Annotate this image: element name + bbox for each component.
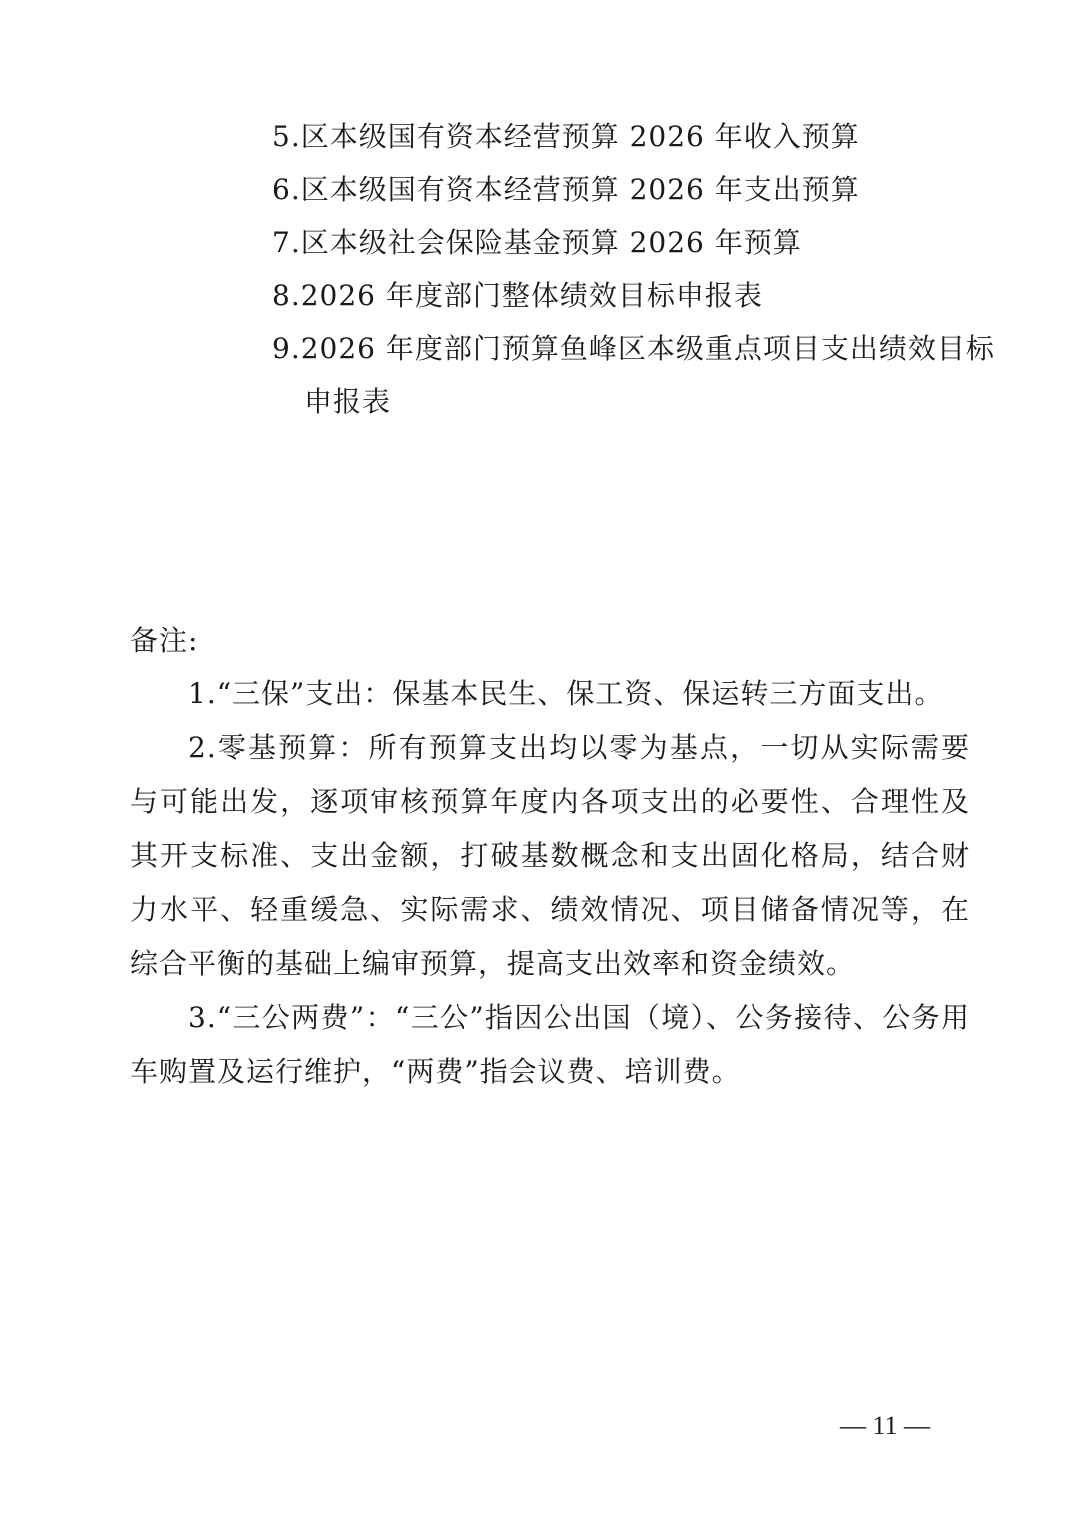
list-item: 5.区本级国有资本经营预算 2026 年收入预算 — [272, 120, 860, 153]
list-item: 8.2026 年度部门整体绩效目标申报表 — [272, 279, 763, 312]
list-item: 7.区本级社会保险基金预算 2026 年预算 — [272, 226, 802, 259]
attachment-list — [272, 110, 995, 428]
notes-heading: 备注: — [130, 624, 199, 657]
note-paragraph: 2.零基预算：所有预算支出均以零为基点，一切从实际需要与可能出发，逐项审核预算年度内各项支出的必要性、合理性及其开支标准、支出金额，打破基数概念和支出固化格局，结合财力水平、轻重缓急、实际需求、绩效情况、项目储备情况等，在综合平衡的基础上编审预算，提高支出效率和资金绩效。 — [130, 731, 970, 980]
list-item: 9.2026 年度部门预算鱼峰区本级重点项目支出绩效目标 — [272, 332, 995, 365]
note-paragraph: 3.“三公两费”：“三公”指因公出国（境）、公务接待、公务用车购置及运行维护，“两费”指会议费、培训费。 — [130, 1001, 970, 1088]
notes-section — [130, 614, 970, 1099]
list-item: 6.区本级国有资本经营预算 2026 年支出预算 — [272, 173, 860, 206]
page-number: — 11 — — [840, 1411, 931, 1440]
note-paragraph: 1.“三保”支出：保基本民生、保工资、保运转三方面支出。 — [188, 677, 944, 710]
list-item-continuation: 申报表 — [304, 385, 392, 418]
